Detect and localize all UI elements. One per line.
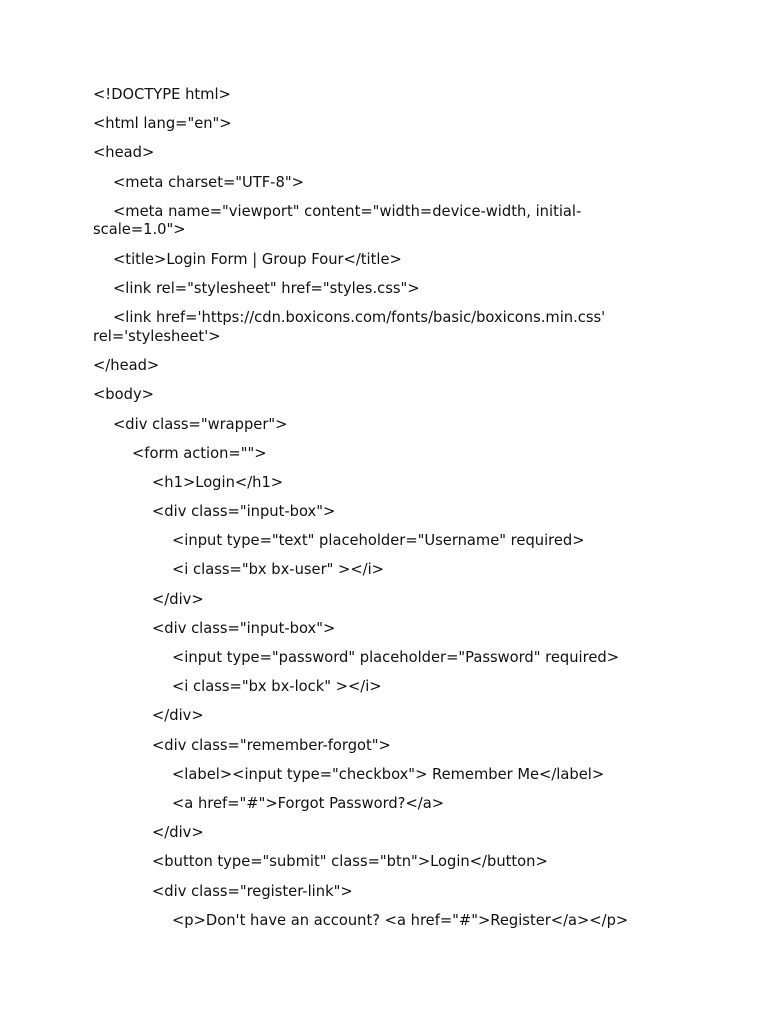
code-line: <div class="input-box"> xyxy=(152,503,336,521)
code-line: <label><input type="checkbox"> Remember Me</label> xyxy=(172,765,605,783)
code-line: </div> xyxy=(152,590,204,608)
code-line: <input type="text" placeholder="Username" required> xyxy=(172,532,585,550)
code-line: <meta name="viewport" content="width=device-width, initial-scale=1.0"> xyxy=(93,202,582,239)
code-line: <p>Don't have an account? <a href="#">Register</a></p> xyxy=(172,911,629,929)
code-line: <link rel="stylesheet" href="styles.css"> xyxy=(113,279,420,297)
code-line: <div class="wrapper"> xyxy=(113,415,288,433)
code-line: <i class="bx bx-lock" ></i> xyxy=(172,678,382,696)
code-line: </head> xyxy=(93,357,160,375)
code-line: <head> xyxy=(93,144,155,162)
code-line: <body> xyxy=(93,386,154,404)
code-line: <div class="register-link"> xyxy=(152,882,353,900)
code-line: </div> xyxy=(152,824,204,842)
code-line: <i class="bx bx-user" ></i> xyxy=(172,561,384,579)
code-line: <h1>Login</h1> xyxy=(152,473,284,491)
code-listing xyxy=(93,86,653,941)
code-line: <html lang="en"> xyxy=(93,115,232,133)
code-line: <button type="submit" class="btn">Login</button> xyxy=(152,853,548,871)
code-line: <meta charset="UTF-8"> xyxy=(113,173,304,191)
code-line: <input type="password" placeholder="Password" required> xyxy=(172,649,620,666)
code-line: <title>Login Form | Group Four</title> xyxy=(113,250,402,268)
code-line: <link href='https://cdn.boxicons.com/fonts/basic/boxicons.min.css' rel='stylesheet'> xyxy=(93,309,610,345)
code-line: </div> xyxy=(152,707,204,725)
code-line: <!DOCTYPE html> xyxy=(93,86,231,103)
code-line: <a href="#">Forgot Password?</a> xyxy=(172,794,445,812)
code-line: <div class="input-box"> xyxy=(152,619,336,637)
code-line: <div class="remember-forgot"> xyxy=(152,736,391,754)
code-line: <form action=""> xyxy=(132,444,267,462)
